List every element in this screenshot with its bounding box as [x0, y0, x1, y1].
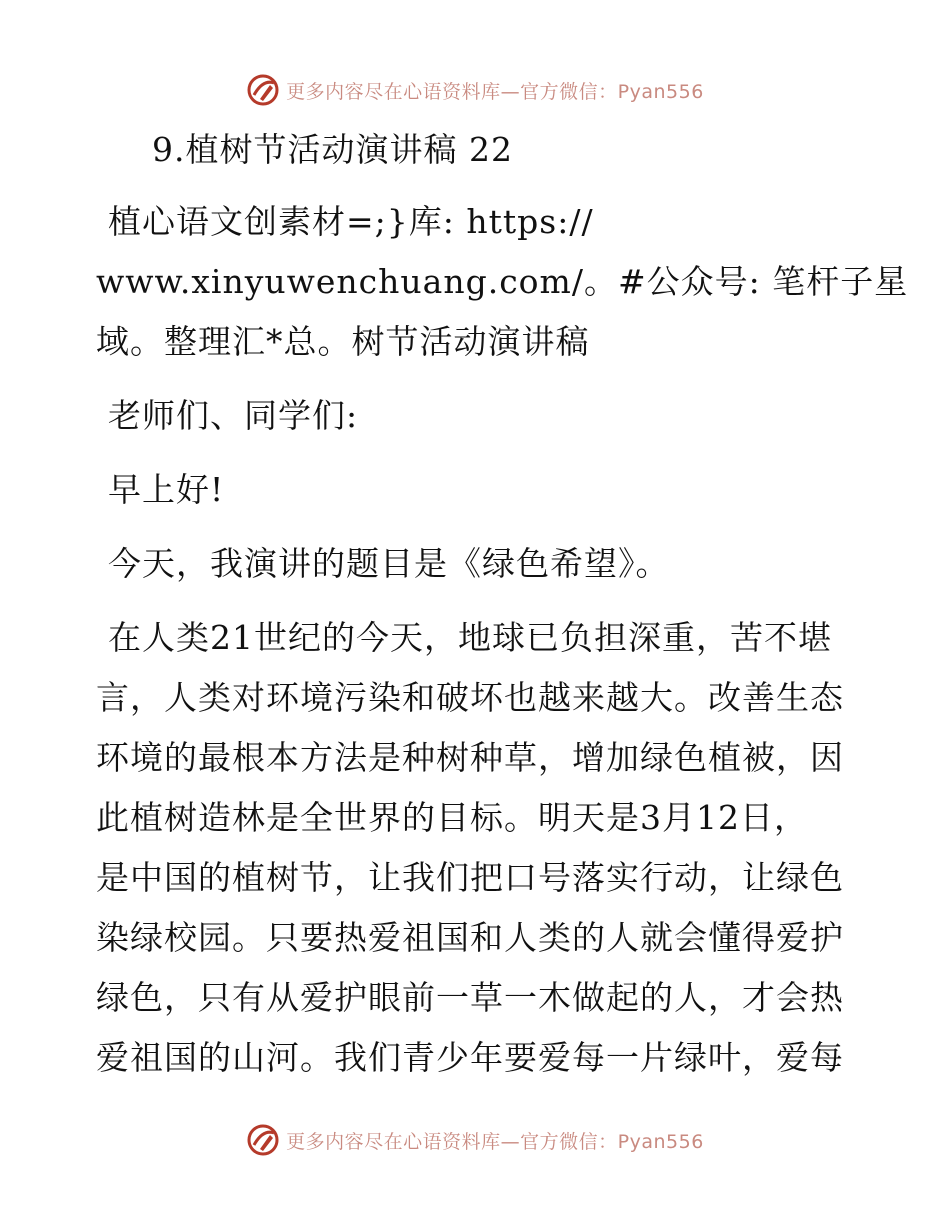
document-body — [96, 120, 909, 1088]
paragraph-line: 言，人类对环境污染和破坏也越来越大。改善生态 — [96, 678, 844, 717]
topic-line: 今天，我演讲的题目是《绿色希望》。 — [108, 544, 670, 583]
source-line: 植心语文创素材=;}库: https:// — [108, 202, 594, 241]
header-banner-text: 更多内容尽在心语资料库—官方微信：Pyan556 — [286, 80, 704, 103]
document-title: 9.植树节活动演讲稿 22 — [152, 130, 513, 169]
footer-banner-text: 更多内容尽在心语资料库—官方微信：Pyan556 — [286, 1130, 704, 1153]
paragraph-line: 在人类21世纪的今天，地球已负担深重，苦不堪 — [108, 618, 832, 657]
paragraph-line: 是中国的植树节，让我们把口号落实行动，让绿色 — [96, 858, 844, 897]
paragraph-line: 此植树造林是全世界的目标。明天是3月12日， — [96, 798, 808, 837]
footer-banner — [0, 1120, 950, 1160]
greeting-line: 老师们、同学们: — [108, 396, 359, 435]
header-banner — [0, 70, 950, 110]
source-line: www.xinyuwenchuang.com/。#公众号: 笔杆子星 — [96, 262, 909, 301]
morning-line: 早上好! — [108, 470, 225, 509]
paragraph-line: 绿色，只有从爱护眼前一草一木做起的人，才会热 — [96, 978, 844, 1017]
pen-swirl-logo-icon — [246, 1123, 280, 1157]
pen-swirl-logo-icon — [246, 73, 280, 107]
paragraph-line: 环境的最根本方法是种树种草，增加绿色植被，因 — [96, 738, 844, 777]
paragraph-line: 染绿校园。只要热爱祖国和人类的人就会懂得爱护 — [96, 918, 844, 957]
body-paragraph — [96, 608, 856, 1088]
paragraph-line: 爱祖国的山河。我们青少年要爱每一片绿叶，爱每 — [96, 1038, 844, 1077]
source-line: 域。整理汇*总。树节活动演讲稿 — [96, 322, 590, 361]
